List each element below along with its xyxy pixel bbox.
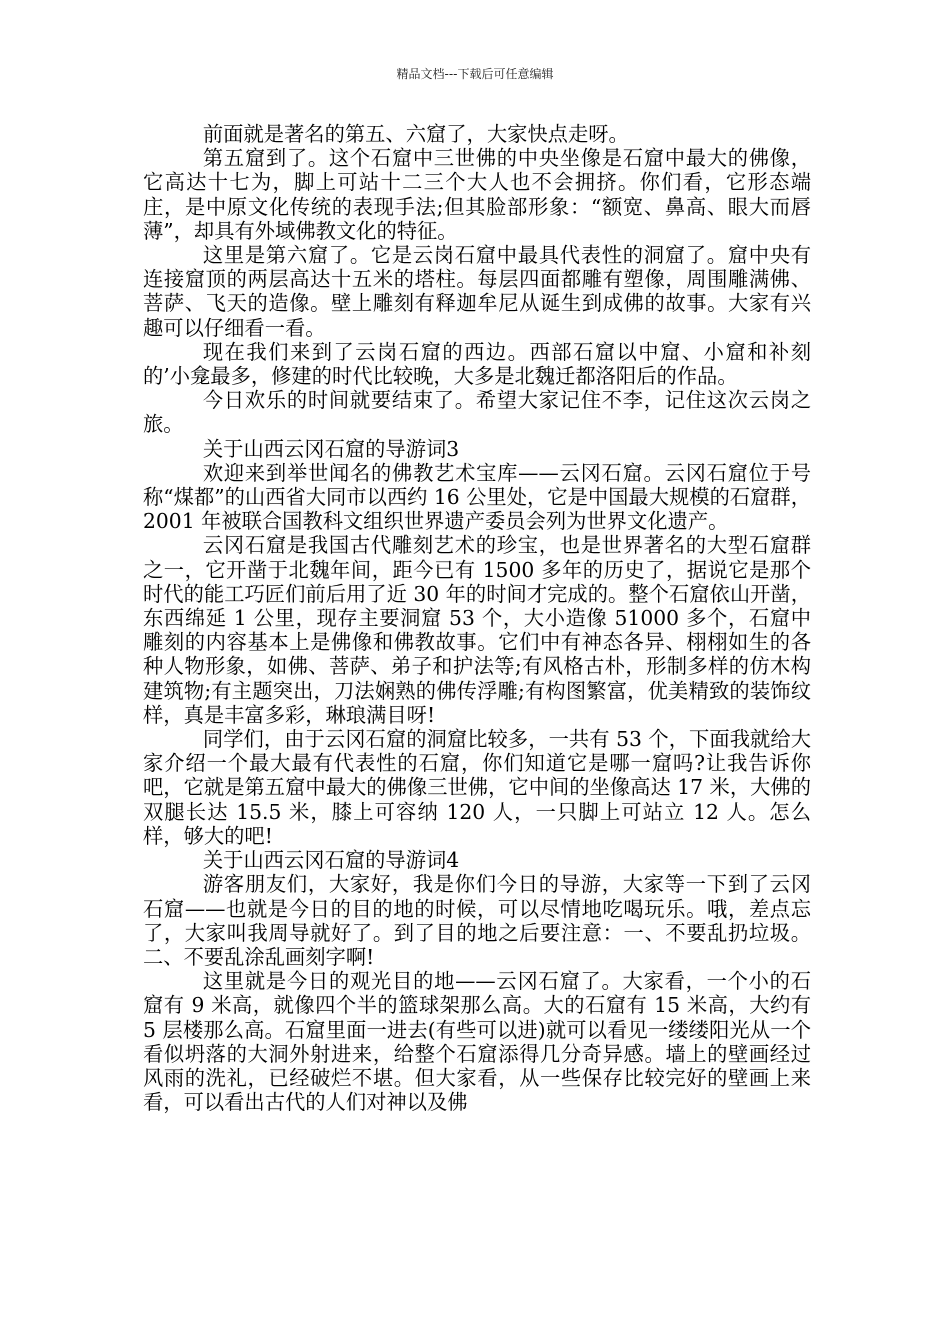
- paragraph: 第五窟到了。这个石窟中三世佛的中央坐像是石窟中最大的佛像，它高达十七为，脚上可站十二三个大人也不会拥挤。你们看，它形态端庄，是中原文化传统的表现手法;但其脸部形象：“额宽、鼻高、眼大而唇薄”，却具有外域佛教文化的特征。: [143, 146, 811, 243]
- section-heading: 关于山西云冈石窟的导游词4: [202, 848, 460, 873]
- paragraph: 现在我们来到了云岗石窟的西边。西部石窟以中窟、小窟和补刻的’小龛最多，修建的时代比较晚，大多是北魏迁都洛阳后的作品。: [143, 339, 811, 389]
- paragraph: 前面就是著名的第五、六窟了，大家快点走呀。: [202, 122, 629, 146]
- paragraph: 欢迎来到举世闻名的佛教艺术宝库——云冈石窟。云冈石窟位于号称“煤都”的山西省大同市以西约 16 公里处，它是中国最大规模的石窟群，2001 年被联合国教科文组织世界遗产委员会列为世界文化遗产。: [143, 460, 811, 534]
- paragraph: 游客朋友们，大家好，我是你们今日的导游，大家等一下到了云冈石窟——也就是今日的目的地的时候，可以尽情地吃喝玩乐。哦，差点忘了，大家叫我周导就好了。到了目的地之后要注意：一、不要乱扔垃圾。二、不要乱涂乱画刻字啊!: [143, 872, 811, 969]
- paragraph: 云冈石窟是我国古代雕刻艺术的珍宝，也是世界著名的大型石窟群之一，它开凿于北魏年间，距今已有 1500 多年的历史了，据说它是那个时代的能工巧匠们前后用了近 30 年的时间才完成的。整个石窟依山开凿，东西绵延 1 公里，现存主要洞窟 53 个，大小造像 51000 多个，石窟中雕刻的内容基本上是佛像和佛教故事。它们中有神态各异、栩栩如生的各种人物形象，如佛、菩萨、弟子和护法等;有风格古朴，形制多样的仿木构建筑物;有主题突出，刀法娴熟的佛传浮雕;有构图繁富，优美精致的装饰纹样，真是丰富多彩，琳琅满目呀!: [143, 533, 811, 727]
- paragraph: 同学们，由于云冈石窟的洞窟比较多，一共有 53 个，下面我就给大家介绍一个最大最有代表性的石窟，你们知道它是哪一窟吗?让我告诉你吧，它就是第五窟中最大的佛像三世佛，它中间的坐像高达 17 米，大佛的双腿长达 15.5 米，膝上可容纳 120 人，一只脚上可站立 12 人。怎么样，够大的吧!: [143, 727, 811, 848]
- paragraph: 今日欢乐的时间就要结束了。希望大家记住不李，记住这次云岗之旅。: [143, 388, 811, 437]
- document-body: [143, 122, 811, 1114]
- section-heading: 关于山西云冈石窟的导游词3: [202, 436, 460, 461]
- page-header: 精品文档---下载后可任意编辑: [396, 67, 554, 81]
- paragraph: 这里就是今日的观光目的地——云冈石窟了。大家看，一个小的石窟有 9 米高，就像四个半的篮球架那么高。大的石窟有 15 米高，大约有 5 层楼那么高。石窟里面一进去(有些可以进)就可以看见一缕缕阳光从一个看似坍落的大洞外射进来，给整个石窟添得几分奇异感。墙上的壁画经过风雨的洗礼，已经破烂不堪。但大家看，从一些保存比较完好的壁画上来看，可以看出古代的人们对神以及佛: [143, 969, 811, 1115]
- paragraph: 这里是第六窟了。它是云岗石窟中最具代表性的洞窟了。窟中央有连接窟顶的两层高达十五米的塔柱。每层四面都雕有塑像，周围雕满佛、菩萨、飞天的造像。壁上雕刻有释迦牟尼从诞生到成佛的故事。大家有兴趣可以仔细看一看。: [143, 243, 811, 340]
